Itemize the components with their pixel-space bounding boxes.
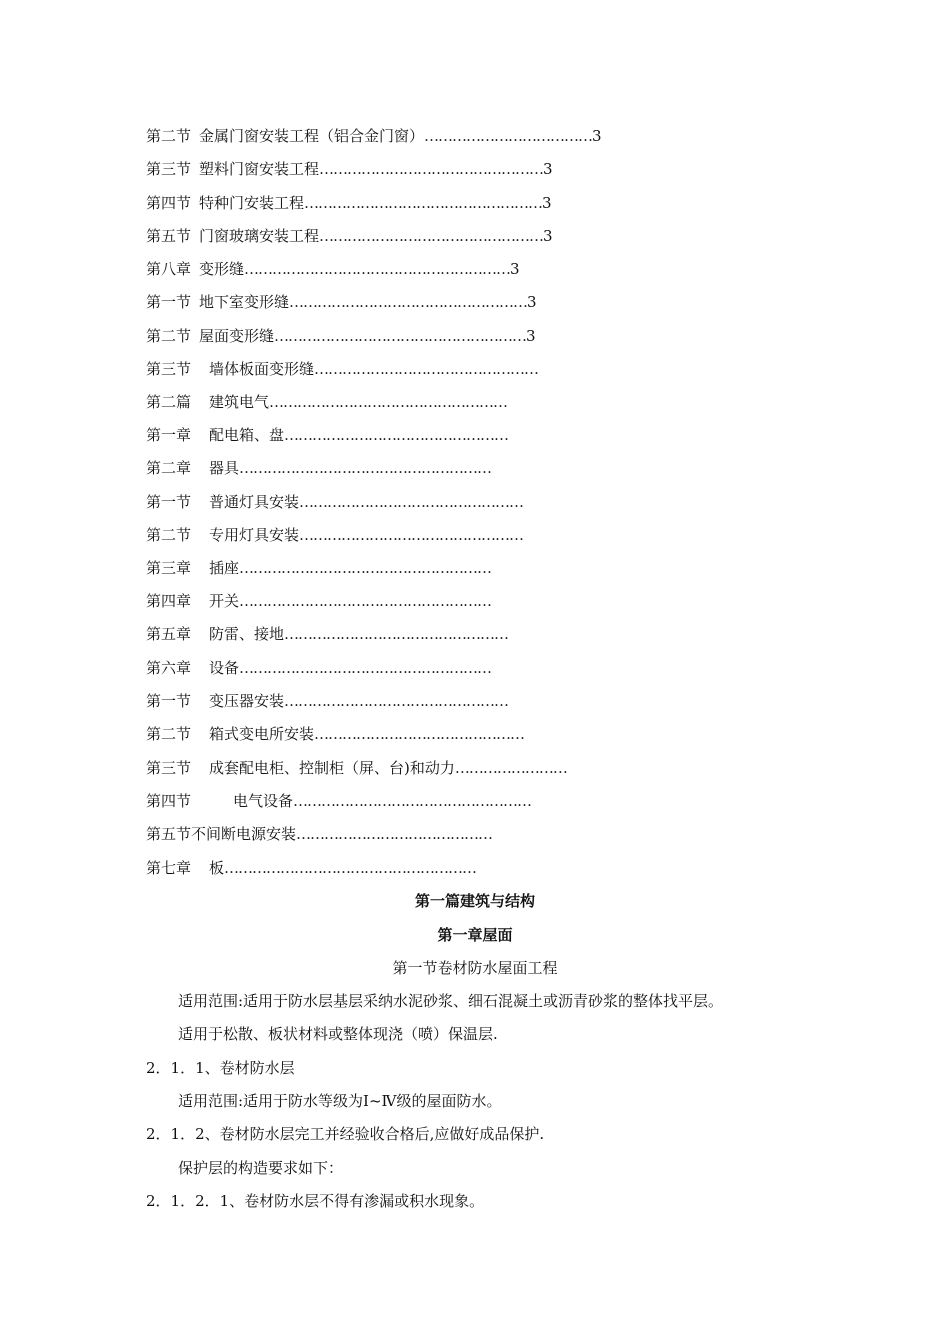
toc-title: 器具 [209,459,240,477]
toc-title: 门窗玻璃安装工程 [199,227,320,245]
toc-page: 3 [527,293,537,311]
toc-leader: ……………………………………………… [239,459,492,477]
toc-title: 配电箱、盘 [209,426,285,444]
toc-title: 地下室变形缝 [199,293,290,311]
toc-title: 墙体板面变形缝 [209,360,315,378]
toc-number: 第三章 [146,559,192,577]
toc-page: 3 [592,127,602,145]
toc-leader: …………………………………………… [269,393,508,411]
toc-line [146,857,476,879]
toc-title: 插座 [209,559,240,577]
toc-page: 3 [543,227,553,245]
toc-line [146,690,508,712]
toc-line [146,524,523,546]
toc-leader: ………………………………………… [314,360,539,378]
toc-number: 第二节 [146,327,192,345]
toc-page: 3 [542,194,552,212]
toc-title: 不间断电源安装 [191,825,297,843]
toc-leader: ……………………………… [424,127,593,145]
toc-line [146,424,508,446]
toc-number: 第二节 [146,725,192,743]
toc-page: 3 [543,160,553,178]
toc-leader: ………………………………………… [284,426,509,444]
toc-number: 第七章 [146,859,192,877]
clause-heading: 2．1．2、卷材防水层完工并经验收合格后,应做好成品保护. [146,1125,545,1143]
toc-leader: …………………………………………… [304,194,543,212]
toc-line [146,657,491,679]
toc-line [146,225,553,247]
toc-leader: ………………………………………………… [244,260,511,278]
toc-number: 第三节 [146,160,192,178]
toc-title: 设备 [209,659,240,677]
toc-title: 专用灯具安装 [209,526,300,544]
toc-line [146,557,491,579]
toc-title: 金属门窗安装工程（铝合金门窗） [199,127,425,145]
toc-number: 第二章 [146,459,192,477]
body-paragraph: 适用于松散、板状材料或整体现浇（喷）保温层. [178,1025,498,1043]
toc-line [146,491,523,513]
toc-number: 第四节 [146,792,192,810]
toc-number: 第四章 [146,592,192,610]
toc-number: 第五节 [146,227,192,245]
body-paragraph: 适用范围:适用于防水等级为Ⅰ~Ⅳ级的屋面防水。 [178,1092,502,1110]
toc-title: 板 [209,859,225,877]
toc-number: 第二节 [146,526,192,544]
toc-leader: ……………………………………… [314,725,525,743]
toc-line [146,457,491,479]
toc-leader: ……………………………………………… [239,592,492,610]
toc-leader: ………………………………………… [319,160,544,178]
toc-leader: ………………………………………… [284,625,509,643]
body-paragraph: 保护层的构造要求如下： [178,1159,344,1177]
toc-line [146,590,491,612]
toc-number: 第二节 [146,127,192,145]
toc-title: 成套配电柜、控制柜（屏、台)和动力 [209,759,455,777]
toc-number: 第一章 [146,426,192,444]
toc-line [146,291,537,313]
toc-title: 开关 [209,592,240,610]
toc-number: 第二篇 [146,393,192,411]
toc-number: 第六章 [146,659,192,677]
clause-heading: 2．1．2．1、卷材防水层不得有渗漏或积水现象。 [146,1192,485,1210]
toc-number: 第一节 [146,692,192,710]
toc-leader: ………………………………………… [299,526,524,544]
toc-number: 第五章 [146,625,192,643]
toc-line [146,158,553,180]
toc-title: 普通灯具安装 [209,493,300,511]
toc-title: 塑料门窗安装工程 [199,160,320,178]
toc-title: 变压器安装 [209,692,285,710]
toc-line [146,358,538,380]
toc-title: 建筑电气 [209,393,270,411]
toc-line [146,325,536,347]
toc-number: 第四节 [146,194,192,212]
toc-line [146,391,507,413]
toc-number: 第八章 [146,260,192,278]
toc-line [146,790,531,812]
toc-number: 第一节 [146,293,192,311]
toc-title: 防雷、接地 [209,625,285,643]
toc-leader: …………………………………………… [289,293,528,311]
toc-leader: …………………… [454,759,567,777]
section-heading: 第一节卷材防水屋面工程 [392,959,558,977]
toc-title: 箱式变电所安装 [209,725,315,743]
toc-leader: ………………………………………… [284,692,509,710]
toc-leader: ……………………………………………… [274,327,527,345]
toc-leader: ………………………………………… [299,493,524,511]
toc-title: 电气设备 [233,792,294,810]
toc-title: 屋面变形缝 [199,327,275,345]
toc-line [146,125,602,147]
toc-line [146,192,552,214]
part-heading: 第一篇建筑与结构 [414,892,535,910]
body-paragraph: 适用范围:适用于防水层基层采纳水泥砂浆、细石混凝土或沥青砂浆的整体找平层。 [178,992,724,1010]
toc-leader: ………………………………………… [319,227,544,245]
toc-title: 变形缝 [199,260,245,278]
toc-number: 第三节 [146,759,192,777]
toc-number: 第三节 [146,360,192,378]
toc-leader: ……………………………………………… [239,659,492,677]
toc-leader: ……………………………………………… [224,859,477,877]
toc-leader: …………………………………………… [293,792,532,810]
toc-title: 特种门安装工程 [199,194,305,212]
toc-number: 第五节 [146,825,192,843]
toc-page: 3 [510,260,520,278]
toc-number: 第一节 [146,493,192,511]
toc-line [146,723,524,745]
chapter-heading: 第一章屋面 [437,926,513,944]
toc-line [146,757,567,779]
clause-heading: 2．1．1、卷材防水层 [146,1059,295,1077]
toc-line [146,623,508,645]
toc-page: 3 [526,327,536,345]
toc-leader: …………………………………… [296,825,493,843]
toc-line [146,823,492,845]
toc-line [146,258,520,280]
toc-leader: ……………………………………………… [239,559,492,577]
